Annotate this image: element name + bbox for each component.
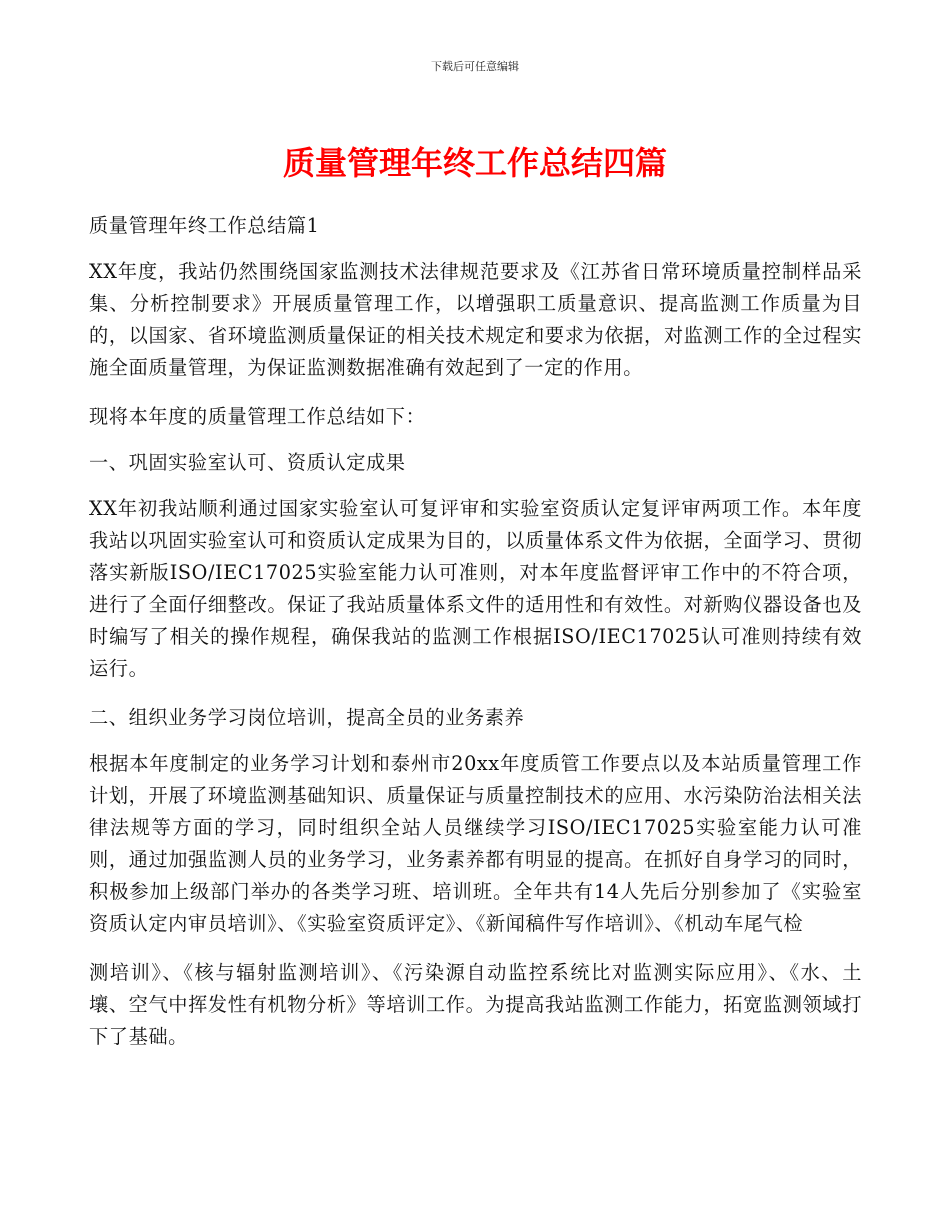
paragraph-training-continued: 测培训》、《核与辐射监测培训》、《污染源自动监控系统比对监测实际应用》、《水、土壤、空气中挥发性有机物分析》等培训工作。为提高我站监测工作能力，拓宽监测领域打下了基础。: [89, 961, 862, 1048]
paragraph-summary-lead: 现将本年度的质量管理工作总结如下：: [89, 405, 426, 428]
section-heading-1: 质量管理年终工作总结篇1: [89, 214, 320, 237]
paragraph-accreditation: XX年初我站顺利通过国家实验室认可复评审和实验室资质认定复评审两项工作。本年度我站以巩固实验室认可和资质认定成果为目的，以质量体系文件为依据，全面学习、贯彻落实新版ISO/IEC17025实验室能力认可准则，对本年度监督评审工作中的不符合项，进行了全面仔细整改。保证了我站质量体系文件的适用性和有效性。对新购仪器设备也及时编写了相关的操作规程，确保我站的监测工作根据ISO/IEC17025认可准则持续有效运行。: [89, 497, 862, 680]
paragraph-intro: XX年度，我站仍然围绕国家监测技术法律规范要求及《江苏省日常环境质量控制样品采集、分析控制要求》开展质量管理工作，以增强职工质量意识、提高监测工作质量为目的，以国家、省环境监测质量保证的相关技术规定和要求为依据，对监测工作的全过程实施全面质量管理，为保证监测数据准确有效起到了一定的作用。: [89, 260, 862, 379]
header-note: 下载后可任意编辑: [431, 60, 519, 73]
section-heading-2: 一、巩固实验室认可、资质认定成果: [89, 451, 406, 474]
paragraph-training: 根据本年度制定的业务学习计划和泰州市20xx年度质管工作要点以及本站质量管理工作计划，开展了环境监测基础知识、质量保证与质量控制技术的应用、水污染防治法相关法律法规等方面的学习，同时组织全站人员继续学习ISO/IEC17025实验室能力认可准则，通过加强监测人员的业务学习，业务素养都有明显的提高。在抓好自身学习的同时，积极参加上级部门举办的各类学习班、培训班。全年共有14人先后分别参加了《实验室资质认定内审员培训》、《实验室资质评定》、《新闻稿件写作培训》、《机动车尾气检: [89, 752, 862, 935]
section-heading-3: 二、组织业务学习岗位培训，提高全员的业务素养: [89, 706, 525, 729]
document-title: 质量管理年终工作总结四篇: [282, 144, 667, 182]
document-body: [89, 210, 862, 1070]
